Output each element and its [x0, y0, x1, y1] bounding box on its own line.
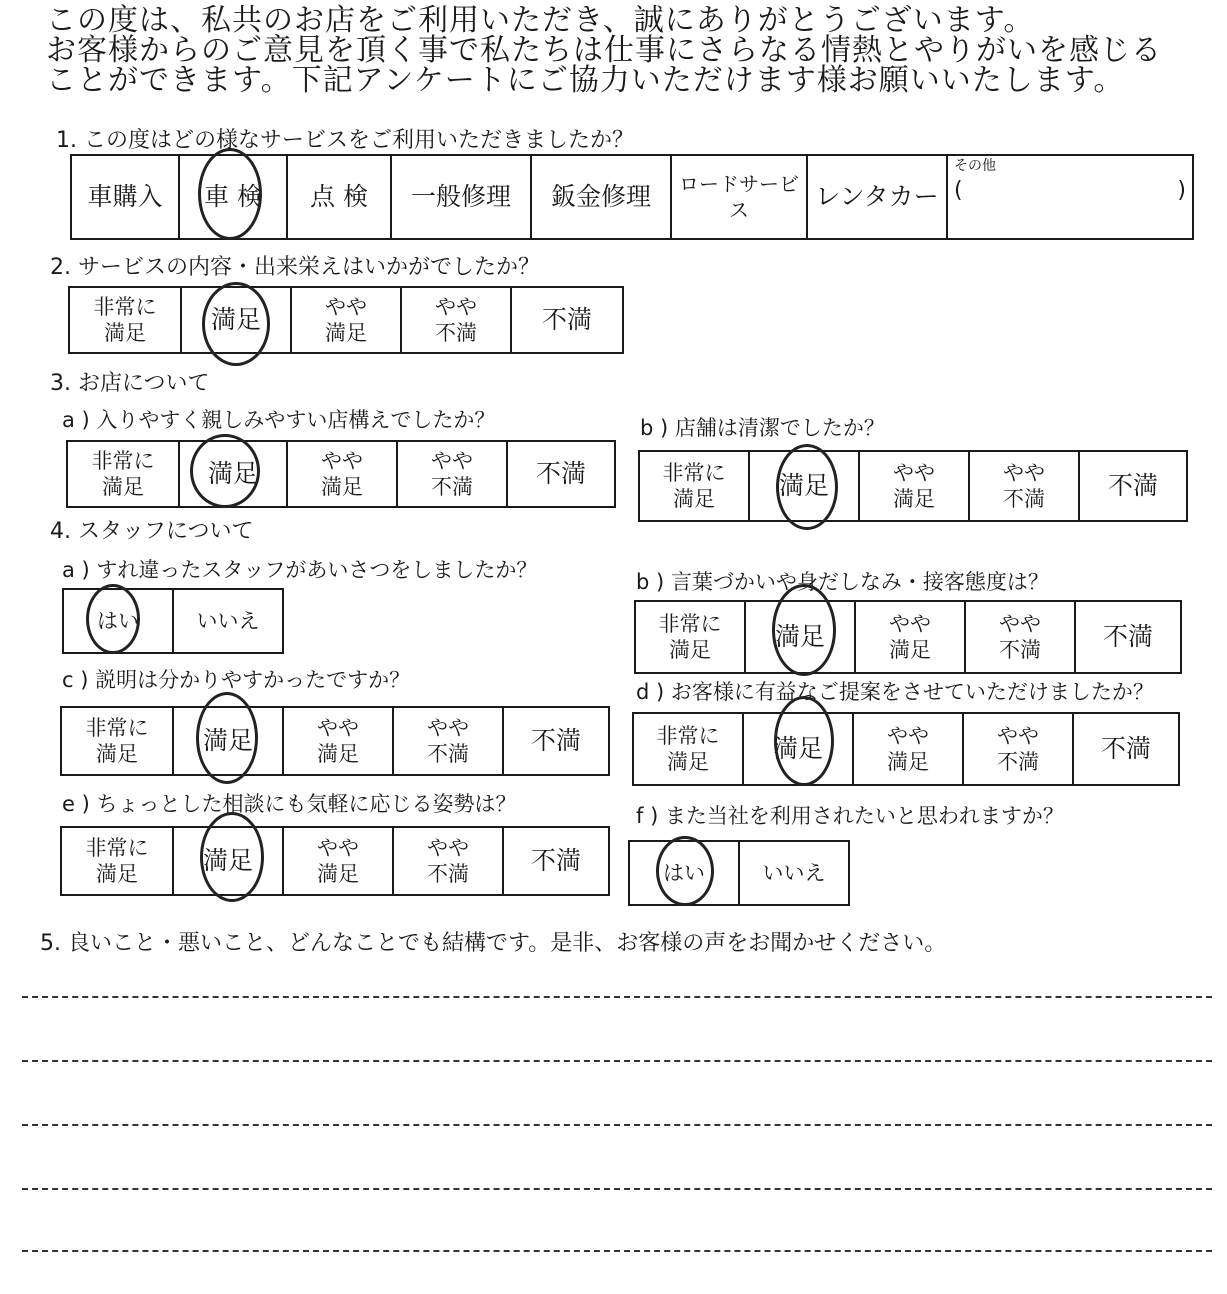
- other-label: その他: [954, 158, 996, 174]
- option-dissatisfied[interactable]: 不満: [1102, 622, 1153, 651]
- option-yes[interactable]: はい: [630, 842, 740, 904]
- q4d-options: [632, 712, 1180, 786]
- option-dissatisfied[interactable]: 不満: [541, 305, 592, 334]
- option-somewhat-dissatisfied[interactable]: やや 不満: [394, 708, 504, 774]
- option-very-satisfied[interactable]: 非常に 満足: [62, 708, 174, 774]
- q4f-label: f ) また当社を利用されたいと思われますか？: [636, 804, 1064, 828]
- q4b-options: [634, 600, 1182, 674]
- intro-line: ことができます。下記アンケートにご協力いただけます様お願いいたします。: [46, 63, 1125, 98]
- option-dissatisfied[interactable]: 不満: [530, 846, 581, 875]
- option-very-satisfied[interactable]: 非常に 満足: [70, 288, 182, 352]
- option-somewhat-satisfied[interactable]: やや 満足: [856, 602, 966, 672]
- option-satisfied[interactable]: 満足: [750, 452, 860, 520]
- q4d-label: d ) お客様に有益なご提案をさせていただけましたか？: [636, 680, 1154, 704]
- q4c-label: c ) 説明は分かりやすかったですか？: [62, 668, 411, 692]
- comment-line: [22, 1124, 1212, 1126]
- option-very-satisfied[interactable]: 非常に 満足: [640, 452, 750, 520]
- q4-title: 4. スタッフについて: [50, 519, 254, 544]
- q1-title: 1. この度はどの様なサービスをご利用いただきましたか？: [56, 128, 634, 153]
- option-somewhat-dissatisfied[interactable]: やや 不満: [398, 442, 508, 506]
- option-somewhat-satisfied[interactable]: やや 満足: [854, 714, 964, 784]
- comment-line: [22, 1188, 1212, 1190]
- q3a-options: [66, 440, 616, 508]
- comment-line: [22, 1060, 1212, 1062]
- option-satisfied[interactable]: 満足: [180, 442, 288, 506]
- option-somewhat-satisfied[interactable]: やや 満足: [860, 452, 970, 520]
- option-dissatisfied[interactable]: 不満: [535, 459, 586, 488]
- q1-options: [70, 154, 1194, 240]
- q2-options: [68, 286, 624, 354]
- option-no[interactable]: いいえ: [196, 609, 260, 633]
- q4e-options: [60, 826, 610, 896]
- option-satisfied[interactable]: 満足: [746, 602, 856, 672]
- q4f-options: [628, 840, 850, 906]
- option-somewhat-dissatisfied[interactable]: やや 不満: [970, 452, 1080, 520]
- option-dissatisfied[interactable]: 不満: [1100, 734, 1151, 763]
- q3a-label: a ) 入りやすく親しみやすい店構えでしたか？: [62, 408, 496, 432]
- option-dissatisfied[interactable]: 不満: [1107, 471, 1158, 500]
- intro-line: お客様からのご意見を頂く事で私たちは仕事にさらなる情熱とやりがいを感じる: [46, 33, 1162, 68]
- option-general-repair[interactable]: 一般修理: [392, 156, 532, 238]
- option-somewhat-dissatisfied[interactable]: やや 不満: [394, 828, 504, 894]
- comment-line: [22, 1250, 1212, 1252]
- option-yes[interactable]: はい: [64, 590, 174, 652]
- option-somewhat-satisfied[interactable]: やや 満足: [284, 828, 394, 894]
- q3b-options: [638, 450, 1188, 522]
- intro-line: この度は、私共のお店をご利用いただき、誠にありがとうございます。: [46, 3, 1035, 38]
- q4e-label: e ) ちょっとした相談にも気軽に応じる姿勢は？: [62, 792, 517, 816]
- q4a-options: [62, 588, 284, 654]
- q5-title: 5. 良いこと・悪いこと、どんなことでも結構です。是非、お客様の声をお聞かせください。: [40, 931, 947, 956]
- other-input[interactable]: ( ): [954, 178, 1186, 203]
- q4b-label: b ) 言葉づかいや身だしなみ・接客態度は？: [636, 570, 1049, 594]
- option-somewhat-dissatisfied[interactable]: やや 不満: [966, 602, 1076, 672]
- option-road-service[interactable]: ロードサービス: [672, 156, 808, 238]
- option-very-satisfied[interactable]: 非常に 満足: [68, 442, 180, 506]
- option-body-repair[interactable]: 鈑金修理: [532, 156, 672, 238]
- q3-title: 3. お店について: [50, 371, 210, 396]
- option-shaken[interactable]: 車 検: [180, 156, 288, 238]
- option-inspection[interactable]: 点 検: [288, 156, 392, 238]
- option-satisfied[interactable]: 満足: [182, 288, 292, 352]
- option-very-satisfied[interactable]: 非常に 満足: [62, 828, 174, 894]
- option-very-satisfied[interactable]: 非常に 満足: [634, 714, 744, 784]
- option-very-satisfied[interactable]: 非常に 満足: [636, 602, 746, 672]
- option-dissatisfied[interactable]: 不満: [530, 726, 581, 755]
- option-somewhat-dissatisfied[interactable]: やや 不満: [964, 714, 1074, 784]
- intro-text: [46, 3, 1226, 98]
- option-car-purchase[interactable]: 車購入: [72, 156, 180, 238]
- option-satisfied[interactable]: 満足: [174, 828, 284, 894]
- q3b-label: b ) 店舗は清潔でしたか？: [640, 416, 885, 440]
- option-rental-car[interactable]: レンタカー: [808, 156, 948, 238]
- option-satisfied[interactable]: 満足: [174, 708, 284, 774]
- option-somewhat-satisfied[interactable]: やや 満足: [292, 288, 402, 352]
- q4c-options: [60, 706, 610, 776]
- option-somewhat-satisfied[interactable]: やや 満足: [288, 442, 398, 506]
- option-somewhat-dissatisfied[interactable]: やや 不満: [402, 288, 512, 352]
- option-somewhat-satisfied[interactable]: やや 満足: [284, 708, 394, 774]
- option-satisfied[interactable]: 満足: [744, 714, 854, 784]
- option-no[interactable]: いいえ: [762, 861, 826, 885]
- q2-title: 2. サービスの内容・出来栄えはいかがでしたか？: [50, 255, 540, 280]
- comment-line: [22, 996, 1212, 998]
- option-other[interactable]: [948, 156, 1192, 238]
- q4a-label: a ) すれ違ったスタッフがあいさつをしましたか？: [62, 558, 538, 582]
